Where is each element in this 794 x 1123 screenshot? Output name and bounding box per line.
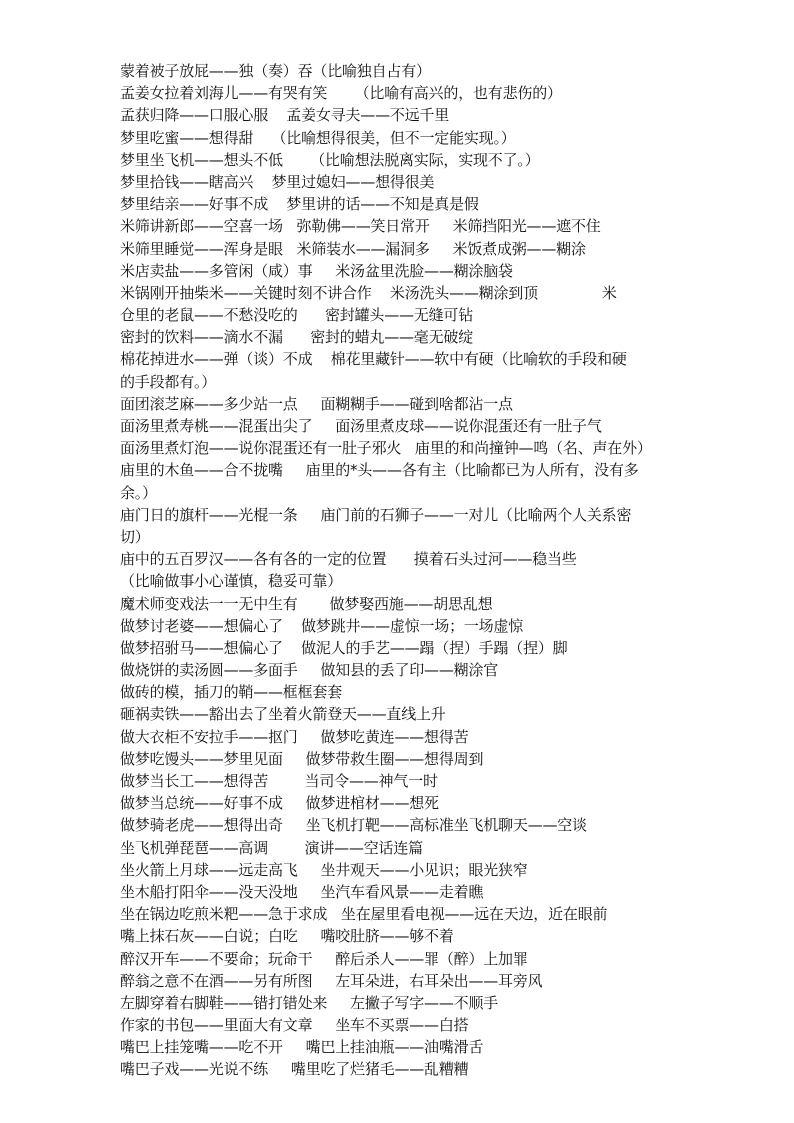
text-line: 庙里的木鱼——合不拢嘴 庙里的*头——各有主（比喻都已为人所有，没有多 (120, 461, 639, 480)
text-line: 梦里结亲——好事不成 梦里讲的话——不知是真是假 (120, 195, 479, 214)
text-line: 面团滚芝麻——多少站一点 面糊糊手——碰到啥都沾一点 (120, 394, 513, 413)
text-line: 做砖的模，插刀的鞘——框框套套 (120, 683, 343, 702)
text-line: 密封的饮料——滴水不漏 密封的蜡丸——毫无破绽 (120, 328, 474, 347)
text-line: 作家的书包——里面大有文章 坐车不买票——白搭 (120, 1016, 469, 1035)
text-line: 魔术师变戏法一一无中生有 做梦娶西施——胡思乱想 (120, 594, 493, 613)
text-line: 醉汉开车——不要命；玩命干 醉后杀人——罪（醉）上加罪 (120, 949, 528, 968)
text-line: 坐木船打阳伞——没天没地 坐汽车看风景——走着瞧 (120, 882, 484, 901)
text-line: 做梦当总统——好事不成 做梦进棺材——想死 (120, 794, 439, 813)
text-line: 坐在锅边吃煎米粑——急于求成 坐在屋里看电视——远在天边，近在眼前 (120, 905, 608, 924)
text-line: 做梦当长工——想得苦 当司令——神气一时 (120, 772, 438, 790)
text-line: 砸祸卖铁——豁出去了坐着火箭登天——直线上升 (120, 705, 446, 724)
text-line: 做梦讨老婆——想偏心了 做梦跳井——虚惊一场；一场虚惊 (120, 616, 524, 635)
text-line: 嘴上抹石灰——白说；白吃 嘴咬肚脐——够不着 (120, 927, 454, 946)
text-line: 梦里拾钱——瞎高兴 梦里过媳妇——想得很美 (120, 172, 435, 191)
text-line: 孟获归降——口服心服 孟姜女寻夫——不远千里 (120, 106, 450, 125)
text-line: 梦里吃蜜——想得甜 （比喻想得很美，但不一定能实现。） (120, 128, 516, 147)
text-line: 左脚穿着右脚鞋——错打错处来 左撇子写字——不顺手 (120, 993, 499, 1012)
text-line: 做梦骑老虎——想得出奇 坐飞机打靶——高标准坐飞机聊天——空谈 (120, 816, 587, 835)
text-line: 梦里坐飞机——想头不低 （比喻想法脱离实际，实现不了。） (120, 150, 540, 169)
text-line: 切） (120, 527, 150, 546)
text-line: （比喻做事小心谨慎，稳妥可靠） (120, 572, 343, 591)
text-line: 米筛讲新郎——空喜一场 弥勒佛——笑日常开 米筛挡阳光——遮不住 (120, 217, 601, 236)
text-line: 米店卖盐——多管闲（咸）事 米汤盆里洗脸——糊涂脑袋 (120, 261, 513, 280)
text-line: 仓里的老鼠——不愁没吃的 密封罐头——无缝可钻 (120, 306, 474, 325)
text-line: 嘴巴上挂笼嘴——吃不开 嘴巴上挂油瓶——油嘴滑舌 (120, 1038, 484, 1057)
text-line: 做大衣柜不安拉手——抠门 做梦吃黄连——想得苦 (120, 727, 469, 746)
text-line: 庙中的五百罗汉——各有各的一定的位置 摸着石头过河——稳当些 (120, 550, 577, 569)
text-line: 米筛里睡觉——浑身是眼 米筛装水——漏洞多 米饭煮成粥——糊涂 (120, 239, 586, 258)
text-line: 余。） (120, 483, 157, 502)
text-line: 蒙着被子放屁——独（奏）吞（比喻独自占有） (120, 62, 431, 80)
text-line: 棉花掉进水——弹（谈）不成 棉花里藏针——软中有硬（比喻软的手段和硬 (120, 350, 627, 369)
text-line: 醉翁之意不在酒——另有所图 左耳朵进，右耳朵出——耳旁风 (120, 971, 543, 990)
text-line: 的手段都有。） (120, 372, 217, 391)
text-line: 做烧饼的卖汤圆——多面手 做知县的丢了印——糊涂官 (120, 661, 499, 680)
text-line: 面汤里煮寿桃——混蛋出尖了 面汤里煮皮球——说你混蛋还有一肚子气 (120, 417, 602, 435)
text-line: 面汤里煮灯泡——说你混蛋还有一肚子邪火 庙里的和尚撞钟—鸣（名、声在外） (120, 439, 652, 458)
text-line: 做梦招驸马——想偏心了 做泥人的手艺——蹋（捏）手蹋（捏）脚 (120, 638, 568, 657)
text-line: 庙门日的旗杆——光棍一条 庙门前的石狮子——一对儿（比喻两个人关系密 (120, 505, 632, 524)
document-body (120, 60, 690, 1081)
text-line: 做梦吃馒头——梦里见面 做梦带救生圈——想得周到 (120, 749, 484, 768)
text-line: 坐火箭上月球——远走高飞 坐井观天——小见识；眼光狭窄 (120, 860, 528, 879)
text-line: 嘴巴子戏——光说不练 嘴里吃了烂猪毛——乱糟糟 (120, 1060, 469, 1079)
text-line: 坐飞机弹琵琶——高调 演讲——空话连篇 (120, 838, 423, 857)
text-line: 孟姜女拉着刘海儿——有哭有笑 （比喻有高兴的，也有悲伤的） (120, 84, 562, 103)
text-line: 米锅刚开抽柴米——关键时刻不讲合作 米汤洗头——糊涂到顶 米 (120, 283, 617, 302)
